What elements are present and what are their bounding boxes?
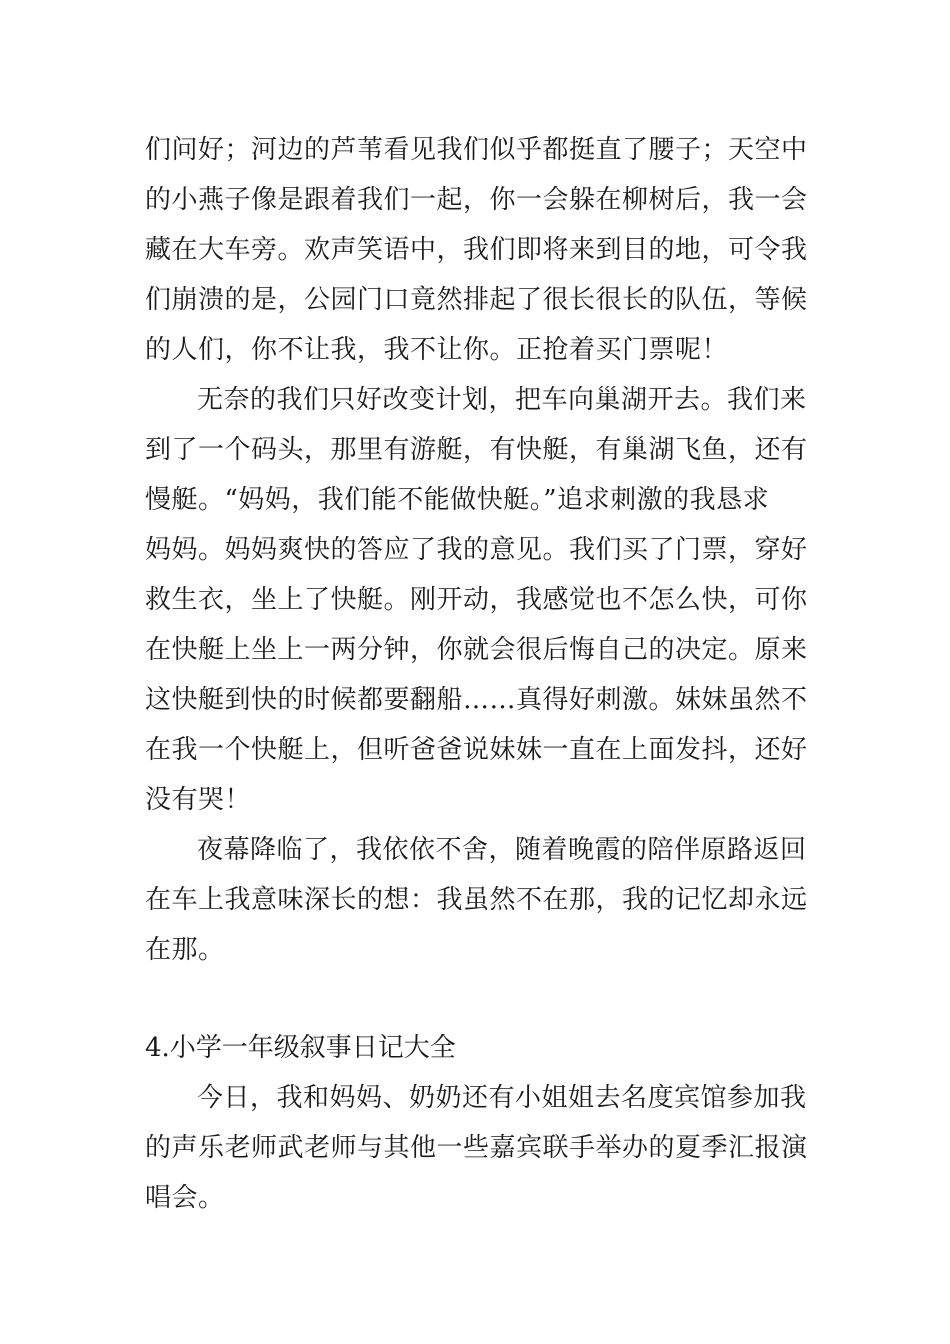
text-line: 今日，我和妈妈、奶奶还有小姐姐去名度宾馆参加我 bbox=[197, 1083, 807, 1113]
text-line: 这快艇到快的时候都要翻船……真得好刺激。妹妹虽然不 bbox=[145, 685, 808, 715]
text-line: 救生衣，坐上了快艇。刚开动，我感觉也不怎么快，可你 bbox=[145, 585, 808, 615]
text-line: 无奈的我们只好改变计划，把车向巢湖开去。我们来 bbox=[197, 385, 807, 415]
text-line: 妈妈。妈妈爽快的答应了我的意见。我们买了门票，穿好 bbox=[145, 535, 808, 565]
text-line: 没有哭！ bbox=[145, 785, 252, 815]
text-line: 们崩溃的是，公园门口竟然排起了很长很长的队伍，等候 bbox=[145, 285, 808, 315]
text-line: 的声乐老师武老师与其他一些嘉宾联手举办的夏季汇报演 bbox=[145, 1133, 808, 1163]
text-line: 在快艇上坐上一两分钟，你就会很后悔自己的决定。原来 bbox=[145, 635, 808, 665]
text-line: 的人们，你不让我，我不让你。正抢着买门票呢！ bbox=[145, 335, 729, 365]
text-line: 唱会。 bbox=[145, 1183, 225, 1213]
text-line: 到了一个码头，那里有游艇，有快艇，有巢湖飞鱼，还有 bbox=[145, 435, 808, 465]
text-line: 们问好；河边的芦苇看见我们似乎都挺直了腰子；天空中 bbox=[145, 135, 808, 165]
section-heading: 4.小学一年级叙事日记大全 bbox=[145, 1033, 456, 1063]
text-line: 慢艇。“妈妈，我们能不能做快艇。”追求刺激的我恳求 bbox=[145, 485, 770, 515]
text-line: 在车上我意味深长的想：我虽然不在那，我的记忆却永远 bbox=[145, 885, 808, 915]
text-line: 夜幕降临了，我依依不舍，随着晚霞的陪伴原路返回 bbox=[197, 835, 807, 865]
text-line: 在我一个快艇上，但听爸爸说妹妹一直在上面发抖，还好 bbox=[145, 735, 808, 765]
text-line: 的小燕子像是跟着我们一起，你一会躲在柳树后，我一会 bbox=[145, 185, 808, 215]
text-line: 在那。 bbox=[145, 935, 225, 965]
text-line: 藏在大车旁。欢声笑语中，我们即将来到目的地，可令我 bbox=[145, 235, 808, 265]
